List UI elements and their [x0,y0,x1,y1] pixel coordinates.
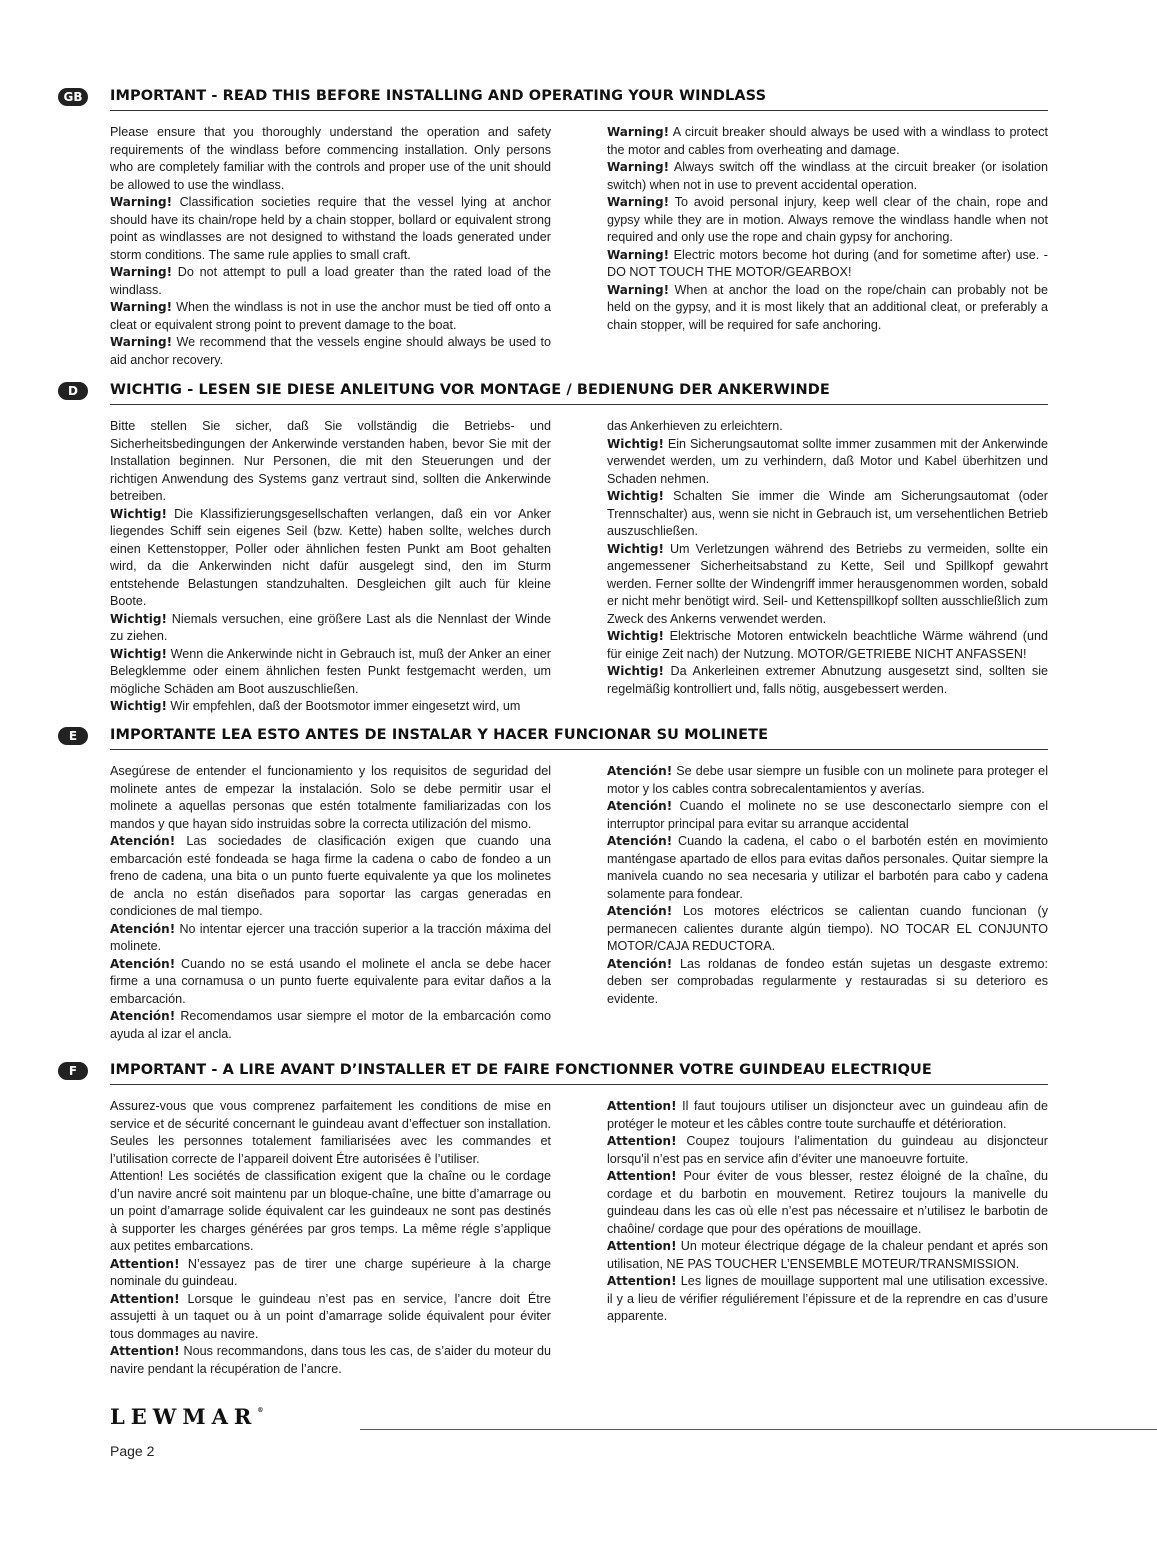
paragraph [110,264,551,299]
column-right-gb [607,124,1048,334]
paragraph [607,159,1048,194]
paragraph [607,247,1048,282]
paragraph-text: Lorsque le guindeau n’est pas en service, l’ancre doit Étre assujetti à un taquet ou à un point d’amarrage solide équivalent pour éviter tous dommages au navire. [110,1291,551,1341]
paragraph-text: We recommend that the vessels engine should always be used to aid anchor recovery. [110,335,551,367]
column-right-f [607,1098,1048,1326]
paragraph-text: Se debe usar siempre un fusible con un molinete para proteger el motor y los cables contra sobrecalentamientos y averías. [607,764,1048,796]
column-left-gb [110,124,551,369]
paragraph [607,436,1048,489]
warning-label: Attention! [607,1134,677,1148]
paragraph [607,194,1048,247]
warning-label: Wichtig! [110,611,167,626]
paragraph [110,646,551,699]
paragraph-text: Da Ankerleinen extremer Abnutzung ausgesetzt sind, sollten sie regelmäßig kontrolliert und, falls nötig, ausgebessert werden. [607,664,1048,696]
paragraph-text: Cuando la cadena, el cabo o el barbotén estén en movimiento manténgase apartado de ellos para evitas daños personales. Quitar siempre la manivela cuando no sea necesaria y utilizar el barbotén para cabo y cadena solamente para fondear. [607,834,1048,901]
section-heading-f: IMPORTANT - A LIRE AVANT D’INSTALLER ET DE FAIRE FONCTIONNER VOTRE GUINDEAU ELECTRIQUE [110,1062,1048,1085]
paragraph-text: Un moteur électrique dégage de la chaleur pendant et aprés son utilisation, NE PAS TOUCHER L’ENSEMBLE MOTEUR/TRANSMISSION. [607,1239,1048,1271]
paragraph-text: Recomendamos usar siempre el motor de la embarcación como ayuda al izar el ancla. [110,1009,551,1041]
paragraph-text: Bitte stellen Sie sicher, daß Sie vollständig die Betriebs- und Sicherheitsbedingungen der Ankerwinde verstanden haben, bevor Sie mit der Installation beginnen. Nur Personen, die mit den Steuerungen und der richtigen Anwendung des Systems ganz vertraut sind, sollten die Ankerwinde betreiben. [110,419,551,503]
column-left-e [110,763,551,1043]
paragraph-text: Please ensure that you thoroughly understand the operation and safety requirements of the windlass before commencing installation. Only persons who are completely familiar with the controls and proper use of the unit should be allowed to use the windlass. [110,125,551,192]
paragraph-text: Pour éviter de vous blesser, restez éloigné de la chaîne, du cordage et du barbotin en mouvement. Retirez toujours la manivelle du guindeau dans les cas où elle n’est pas nécessaire et n’utilisez le barbotin de chaôine/ cordage que pour des opérations de mouillage. [607,1169,1048,1236]
paragraph [607,418,1048,436]
paragraph [607,1168,1048,1238]
warning-label: Wichtig! [110,699,167,713]
warning-label: Atención! [110,921,176,936]
paragraph-text: Las roldanas de fondeo están sujetas un desgaste extremo: deben ser comprobadas regularmente y restauradas si su deterioro es evidente. [607,956,1048,1006]
paragraph-text: N’essayez pas de tirer une charge supérieure à la charge nominale du guindeau. [110,1256,551,1288]
paragraph-text: Attention! Les sociétés de classification exigent que la chaîne ou le cordage d’un navire ancré soit maintenu par un bloque-chaîne, une bitte d’amarrage ou un point d’amarrage solide équivalent car les guindeaux ne sont pas destinés à supporter les charges générées par gros temps. La même régle s’applique aux petites embarcations. [110,1169,551,1253]
paragraph-text: Electric motors become hot during (and for sometime after) use. - DO NOT TOUCH THE MOTOR/GEARBOX! [607,247,1048,279]
warning-label: Atención! [110,956,176,971]
warning-label: Attention! [607,1274,677,1288]
paragraph-text: das Ankerhieven zu erleichtern. [607,419,783,433]
paragraph-text: Asegúrese de entender el funcionamiento y los requisitos de seguridad del molinete antes de empezar la instalación. Solo se debe permitir usar el molinete a aquellas personas que estén totalmente familiarizadas con los mandos y que hayan sido instruidas sobre la correcta utilización del mismo. [110,764,551,831]
column-right-d [607,418,1048,698]
paragraph [607,488,1048,541]
paragraph [110,1168,551,1256]
footer-rule [360,1429,1157,1430]
column-left-f [110,1098,551,1378]
warning-label: Warning! [110,335,173,349]
warning-label: Attention! [607,1239,677,1253]
paragraph-text: Um Verletzungen während des Betriebs zu vermeiden, sollte ein angemessener Sicherheitsabstand zu Kette, Seil und Spillkopf gewahrt werden. Ferner sollte der Windengriff immer herausgenommen worden, sobald er nicht mehr benötigt wird. Seil- und Kettenspillkopf sollten ausschließlich zum Zweck des Ankerns verwendet werden. [607,541,1048,626]
paragraph [110,334,551,369]
warning-label: Warning! [110,300,173,314]
paragraph [110,1256,551,1291]
paragraph-text: Wenn die Ankerwinde nicht in Gebrauch ist, muß der Anker an einer Belegklemme oder einem ähnlichen festen Punkt festgemacht werden, um mögliche Schäden am Boot auszuschließen. [110,646,551,696]
paragraph [110,124,551,194]
paragraph [110,921,551,956]
column-right-e [607,763,1048,1008]
warning-label: Warning! [607,125,670,139]
section-heading-gb: IMPORTANT - READ THIS BEFORE INSTALLING AND OPERATING YOUR WINDLASS [110,88,1048,111]
paragraph [607,541,1048,629]
paragraph-text: Die Klassifizierungsgesellschaften verlangen, daß ein vor Anker liegendes Schiff sein eigenes Seil (bzw. Kette) haben sollte, welches durch einen Kettenstopper, Poller oder ähnlichen festen Punkt am Boot gehalten wird, da die Ankerwinden nicht dafür ausgelegt sind, den im Sturm entstehende Belastungen standzuhalten. Desgleichen gilt auch für kleine Boote. [110,506,551,608]
warning-label: Wichtig! [607,664,664,678]
paragraph-text: Las sociedades de clasificación exigen que cuando una embarcación esté fondeada se haga firme la cadena o cabo de fondeo a un freno de cadena, una bita o un punto fuerte equivalente ya que los molinetes de ancla no están diseñados para soportar las cargas generadas en condiciones de mal tiempo. [110,834,551,918]
warning-label: Wichtig! [607,629,664,643]
paragraph [110,763,551,833]
paragraph-text: Nous recommandons, dans tous les cas, de s’aider du moteur du navire pendant la récupération de l’ancre. [110,1344,551,1376]
paragraph [607,1273,1048,1326]
paragraph-text: Coupez toujours l’alimentation du guindeau au disjoncteur lorsqu'il n’est pas en service afin d’éviter une manoeuvre fortuite. [607,1134,1048,1166]
language-badge-f: F [58,1062,88,1080]
paragraph [607,282,1048,335]
warning-label: Atención! [110,834,176,848]
paragraph-text: To avoid personal injury, keep well clear of the chain, rope and gypsy while they are in motion. Always remove the windlass handle when not required and only use the rope and chain gypsy for anchoring. [607,195,1048,244]
warning-label: Warning! [607,282,670,297]
warning-label: Wichtig! [607,489,664,503]
paragraph-text: Assurez-vous que vous comprenez parfaitement les conditions de mise en service et de sécurité concernant le guindeau avant d’effectuer son installation. Seules les personnes totalement familiarisées avec les commandes et l’utilisation correcte de l’appareil doivent Étre autorisées ê l’utiliser. [110,1099,551,1166]
paragraph [607,798,1048,833]
paragraph-text: Schalten Sie immer die Winde am Sicherungsautomat (oder Trennschalter) aus, wenn sie nicht in Gebrauch ist, um versehentlichen Betrieb auszuschließen. [607,489,1048,538]
warning-label: Atención! [607,834,673,848]
paragraph-text: Classification societies require that the vessel lying at anchor should have its chain/rope held by a chain stopper, bollard or equivalent strong point as windlasses are not designed to withstand the loads generated under storm conditions. The same rule applies to small craft. [110,195,551,262]
warning-label: Warning! [607,195,670,209]
logo-wordmark: LEWMAR [110,1404,258,1429]
paragraph [110,1343,551,1378]
warning-label: Attention! [110,1291,180,1306]
paragraph [110,1291,551,1344]
warning-label: Wichtig! [607,541,664,556]
section-heading-d: WICHTIG - LESEN SIE DIESE ANLEITUNG VOR MONTAGE / BEDIENUNG DER ANKERWINDE [110,382,1048,405]
paragraph [607,628,1048,663]
paragraph [607,833,1048,903]
paragraph [607,1098,1048,1133]
paragraph-text: Always switch off the windlass at the circuit breaker (or isolation switch) when not in use to prevent accidental operation. [607,160,1048,192]
paragraph [607,903,1048,956]
paragraph [110,299,551,334]
warning-label: Atención! [607,764,673,778]
warning-label: Warning! [110,265,173,279]
paragraph-text: A circuit breaker should always be used with a windlass to protect the motor and cables from overheating and damage. [607,125,1048,157]
paragraph-text: Les lignes de mouillage supportent mal une utilisation excessive. il y a lieu de vérifier réguliérement l’épissure et de la reprendre en cas d’usure apparente. [607,1274,1048,1323]
paragraph-text: Wir empfehlen, daß der Bootsmotor immer eingesetzt wird, um [166,699,521,713]
paragraph [607,1238,1048,1273]
paragraph-text: No intentar ejercer una tracción superior a la tracción máxima del molinete. [110,921,551,953]
page-number: Page 2 [110,1443,155,1459]
paragraph [110,194,551,264]
paragraph-text: When at anchor the load on the rope/chain can probably not be held on the gypsy, and it is most likely that an additional cleat, or preferably a chain stopper, will be required for safe anchoring. [607,282,1048,332]
warning-label: Atención! [607,904,673,918]
warning-label: Attention! [110,1344,180,1358]
paragraph [607,956,1048,1009]
paragraph [607,663,1048,698]
paragraph-text: Niemals versuchen, eine größere Last als die Nennlast der Winde zu ziehen. [110,611,551,643]
warning-label: Warning! [607,247,670,262]
paragraph-text: Elektrische Motoren entwickeln beachtliche Wärme während (und für einige Zeit nach) der Nutzung. MOTOR/GETRIEBE NICHT ANFASSEN! [607,629,1048,661]
paragraph [110,833,551,921]
warning-label: Atención! [110,1009,176,1023]
warning-label: Atención! [607,956,673,971]
registered-mark: ® [257,1407,264,1414]
paragraph [110,1008,551,1043]
paragraph [607,763,1048,798]
paragraph-text: Do not attempt to pull a load greater than the rated load of the windlass. [110,265,551,297]
warning-label: Attention! [607,1169,677,1183]
warning-label: Attention! [110,1256,180,1271]
warning-label: Wichtig! [110,506,167,521]
warning-label: Atención! [607,799,673,813]
language-badge-e: E [58,727,88,745]
warning-label: Attention! [607,1099,677,1113]
paragraph [110,956,551,1009]
language-badge-gb: GB [58,88,88,106]
paragraph [110,698,551,716]
paragraph [110,1098,551,1168]
paragraph [607,1133,1048,1168]
warning-label: Warning! [607,160,670,174]
paragraph [110,611,551,646]
paragraph-text: Ein Sicherungsautomat sollte immer zusammen mit der Ankerwinde verwendet werden, um zu verhindern, daß Motor und Kabel überhitzen und Schaden nehmen. [607,436,1048,486]
paragraph-text: When the windlass is not in use the anchor must be tied off onto a cleat or equivalent strong point to prevent damage to the boat. [110,300,551,332]
paragraph-text: Il faut toujours utiliser un disjoncteur avec un guindeau afin de protéger le moteur et les câbles contre toute surchauffe et détérioration. [607,1099,1048,1131]
warning-label: Wichtig! [110,646,167,661]
warning-label: Wichtig! [607,436,664,451]
paragraph-text: Los motores eléctricos se calientan cuando funcionan (y permanecen calientes durante algún tiempo). NO TOCAR EL CONJUNTO MOTOR/CAJA REDUCTORA. [607,904,1048,953]
paragraph [110,418,551,506]
warning-label: Warning! [110,195,173,209]
language-badge-d: D [58,382,88,400]
lewmar-logo [110,1404,263,1429]
column-left-d [110,418,551,716]
paragraph [607,124,1048,159]
section-heading-e: IMPORTANTE LEA ESTO ANTES DE INSTALAR Y HACER FUNCIONAR SU MOLINETE [110,727,1048,750]
paragraph [110,506,551,611]
paragraph-text: Cuando no se está usando el molinete el ancla se debe hacer firme a una cornamusa o un punto fuerte equivalente para evitar daños a la embarcación. [110,956,551,1006]
paragraph-text: Cuando el molinete no se use desconectarlo siempre con el interruptor principal para evitar su arranque accidental [607,799,1048,831]
